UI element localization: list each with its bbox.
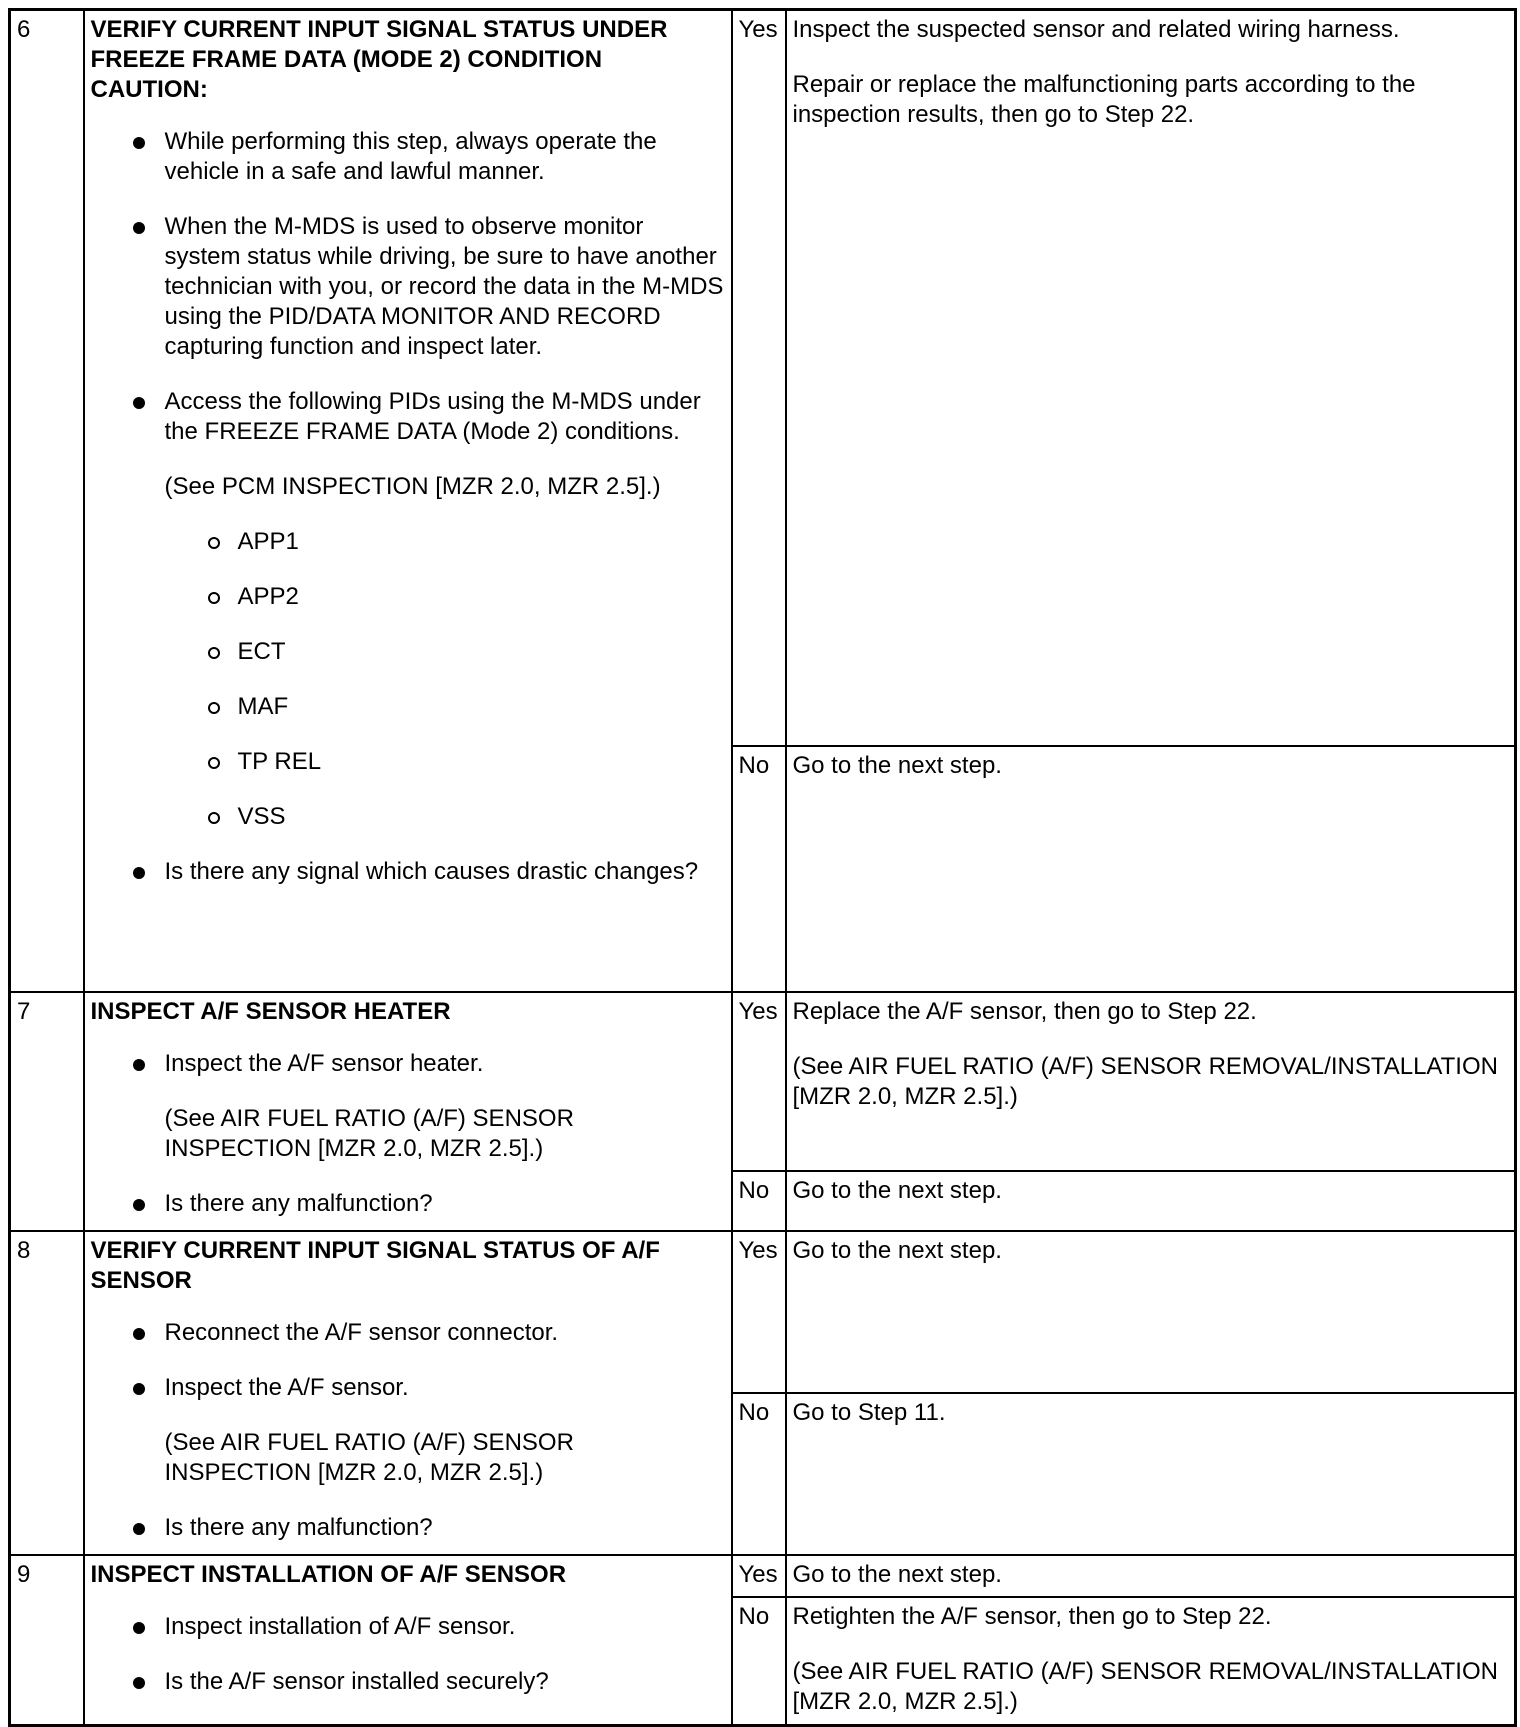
bullet-list bbox=[91, 1318, 725, 1543]
pid-item: ECT bbox=[91, 637, 651, 667]
action-yes bbox=[786, 1555, 1516, 1597]
step-title: VERIFY CURRENT INPUT SIGNAL STATUS UNDER FREEZE FRAME DATA (MODE 2) CONDITION bbox=[90, 16, 668, 73]
action-text: (See AIR FUEL RATIO (A/F) SENSOR REMOVAL/INSTALLATION [MZR 2.0, MZR 2.5].) bbox=[792, 1657, 1498, 1715]
bullet-text: Access the following PIDs using the M-MDS under the FREEZE FRAME DATA (Mode 2) conditions. bbox=[164, 388, 701, 445]
action-yes bbox=[786, 10, 1516, 746]
bullet-item bbox=[91, 387, 725, 832]
step-inspection bbox=[84, 1231, 732, 1555]
pid-item: MAF bbox=[91, 692, 651, 722]
bullet-list bbox=[91, 1612, 725, 1697]
reference-note: (See PCM INSPECTION [MZR 2.0, MZR 2.5].) bbox=[164, 473, 661, 500]
result-yes: Yes bbox=[732, 1231, 786, 1393]
result-yes: Yes bbox=[732, 992, 786, 1171]
step-inspection bbox=[84, 1555, 732, 1726]
action-no bbox=[786, 746, 1516, 992]
bullet-item: Is there any malfunction? bbox=[91, 1513, 725, 1543]
bullet-list bbox=[91, 127, 725, 887]
step-8-yes-row bbox=[10, 1231, 1516, 1393]
bullet-item: When the M-MDS is used to observe monitor system status while driving, be sure to have another technician with you, or record the data in the M-MDS using the PID/DATA MONITOR AND RECORD capturing function and inspect later. bbox=[91, 212, 725, 362]
action-text: Go to the next step. bbox=[792, 1560, 1002, 1588]
step-number: 8 bbox=[10, 1231, 84, 1555]
action-no bbox=[786, 1393, 1516, 1555]
bullet-list bbox=[91, 1049, 725, 1219]
bullet-item: Is the A/F sensor installed securely? bbox=[91, 1667, 725, 1697]
result-no: No bbox=[732, 1393, 786, 1555]
action-text: Go to the next step. bbox=[792, 751, 1002, 779]
action-text: (See AIR FUEL RATIO (A/F) SENSOR REMOVAL/INSTALLATION [MZR 2.0, MZR 2.5].) bbox=[792, 1052, 1498, 1110]
step-inspection bbox=[84, 992, 732, 1231]
action-text: Go to the next step. bbox=[792, 1236, 1002, 1264]
bullet-text: Inspect the A/F sensor heater. bbox=[164, 1049, 484, 1077]
step-inspection bbox=[84, 10, 732, 992]
bullet-item: Inspect installation of A/F sensor. bbox=[91, 1612, 725, 1642]
pid-item: TP REL bbox=[91, 747, 651, 777]
pid-item: APP2 bbox=[91, 582, 651, 612]
result-no: No bbox=[732, 1597, 786, 1726]
diagnostic-steps-table bbox=[8, 8, 1517, 1727]
step-6-yes-row bbox=[10, 10, 1516, 746]
result-no: No bbox=[732, 1171, 786, 1231]
step-7-yes-row bbox=[10, 992, 1516, 1171]
step-number: 6 bbox=[10, 10, 84, 992]
step-title: VERIFY CURRENT INPUT SIGNAL STATUS OF A/F SENSOR bbox=[90, 1236, 660, 1294]
action-text: Go to the next step. bbox=[792, 1176, 1002, 1204]
action-text: Inspect the suspected sensor and related wiring harness. bbox=[792, 16, 1400, 43]
action-yes bbox=[786, 1231, 1516, 1393]
reference-note: (See AIR FUEL RATIO (A/F) SENSOR INSPECTION [MZR 2.0, MZR 2.5].) bbox=[164, 1104, 574, 1162]
action-text: Go to Step 11. bbox=[792, 1398, 946, 1426]
caution-label: CAUTION: bbox=[90, 76, 208, 103]
result-yes: Yes bbox=[732, 1555, 786, 1597]
pid-item: APP1 bbox=[91, 527, 651, 557]
action-text: Replace the A/F sensor, then go to Step 22. bbox=[792, 997, 1257, 1025]
result-no: No bbox=[732, 746, 786, 992]
pid-list bbox=[165, 527, 725, 832]
reference-note: (See AIR FUEL RATIO (A/F) SENSOR INSPECTION [MZR 2.0, MZR 2.5].) bbox=[164, 1428, 574, 1486]
step-9-yes-row bbox=[10, 1555, 1516, 1597]
action-no bbox=[786, 1171, 1516, 1231]
action-text: Repair or replace the malfunctioning parts according to the inspection results, then go to Step 22. bbox=[792, 71, 1416, 128]
action-no bbox=[786, 1597, 1516, 1726]
step-title: INSPECT A/F SENSOR HEATER bbox=[90, 997, 451, 1025]
action-yes bbox=[786, 992, 1516, 1171]
bullet-text: Inspect the A/F sensor. bbox=[164, 1373, 409, 1401]
bullet-item bbox=[91, 1373, 725, 1488]
bullet-item: Is there any malfunction? bbox=[91, 1189, 725, 1219]
bullet-item: While performing this step, always operate the vehicle in a safe and lawful manner. bbox=[91, 127, 725, 187]
bullet-item: Is there any signal which causes drastic changes? bbox=[91, 857, 725, 887]
step-number: 7 bbox=[10, 992, 84, 1231]
pid-item: VSS bbox=[91, 802, 651, 832]
result-yes: Yes bbox=[732, 10, 786, 746]
step-title: INSPECT INSTALLATION OF A/F SENSOR bbox=[90, 1560, 567, 1588]
bullet-item: Reconnect the A/F sensor connector. bbox=[91, 1318, 725, 1348]
action-text: Retighten the A/F sensor, then go to Step 22. bbox=[792, 1602, 1272, 1630]
step-number: 9 bbox=[10, 1555, 84, 1726]
bullet-item bbox=[91, 1049, 725, 1164]
